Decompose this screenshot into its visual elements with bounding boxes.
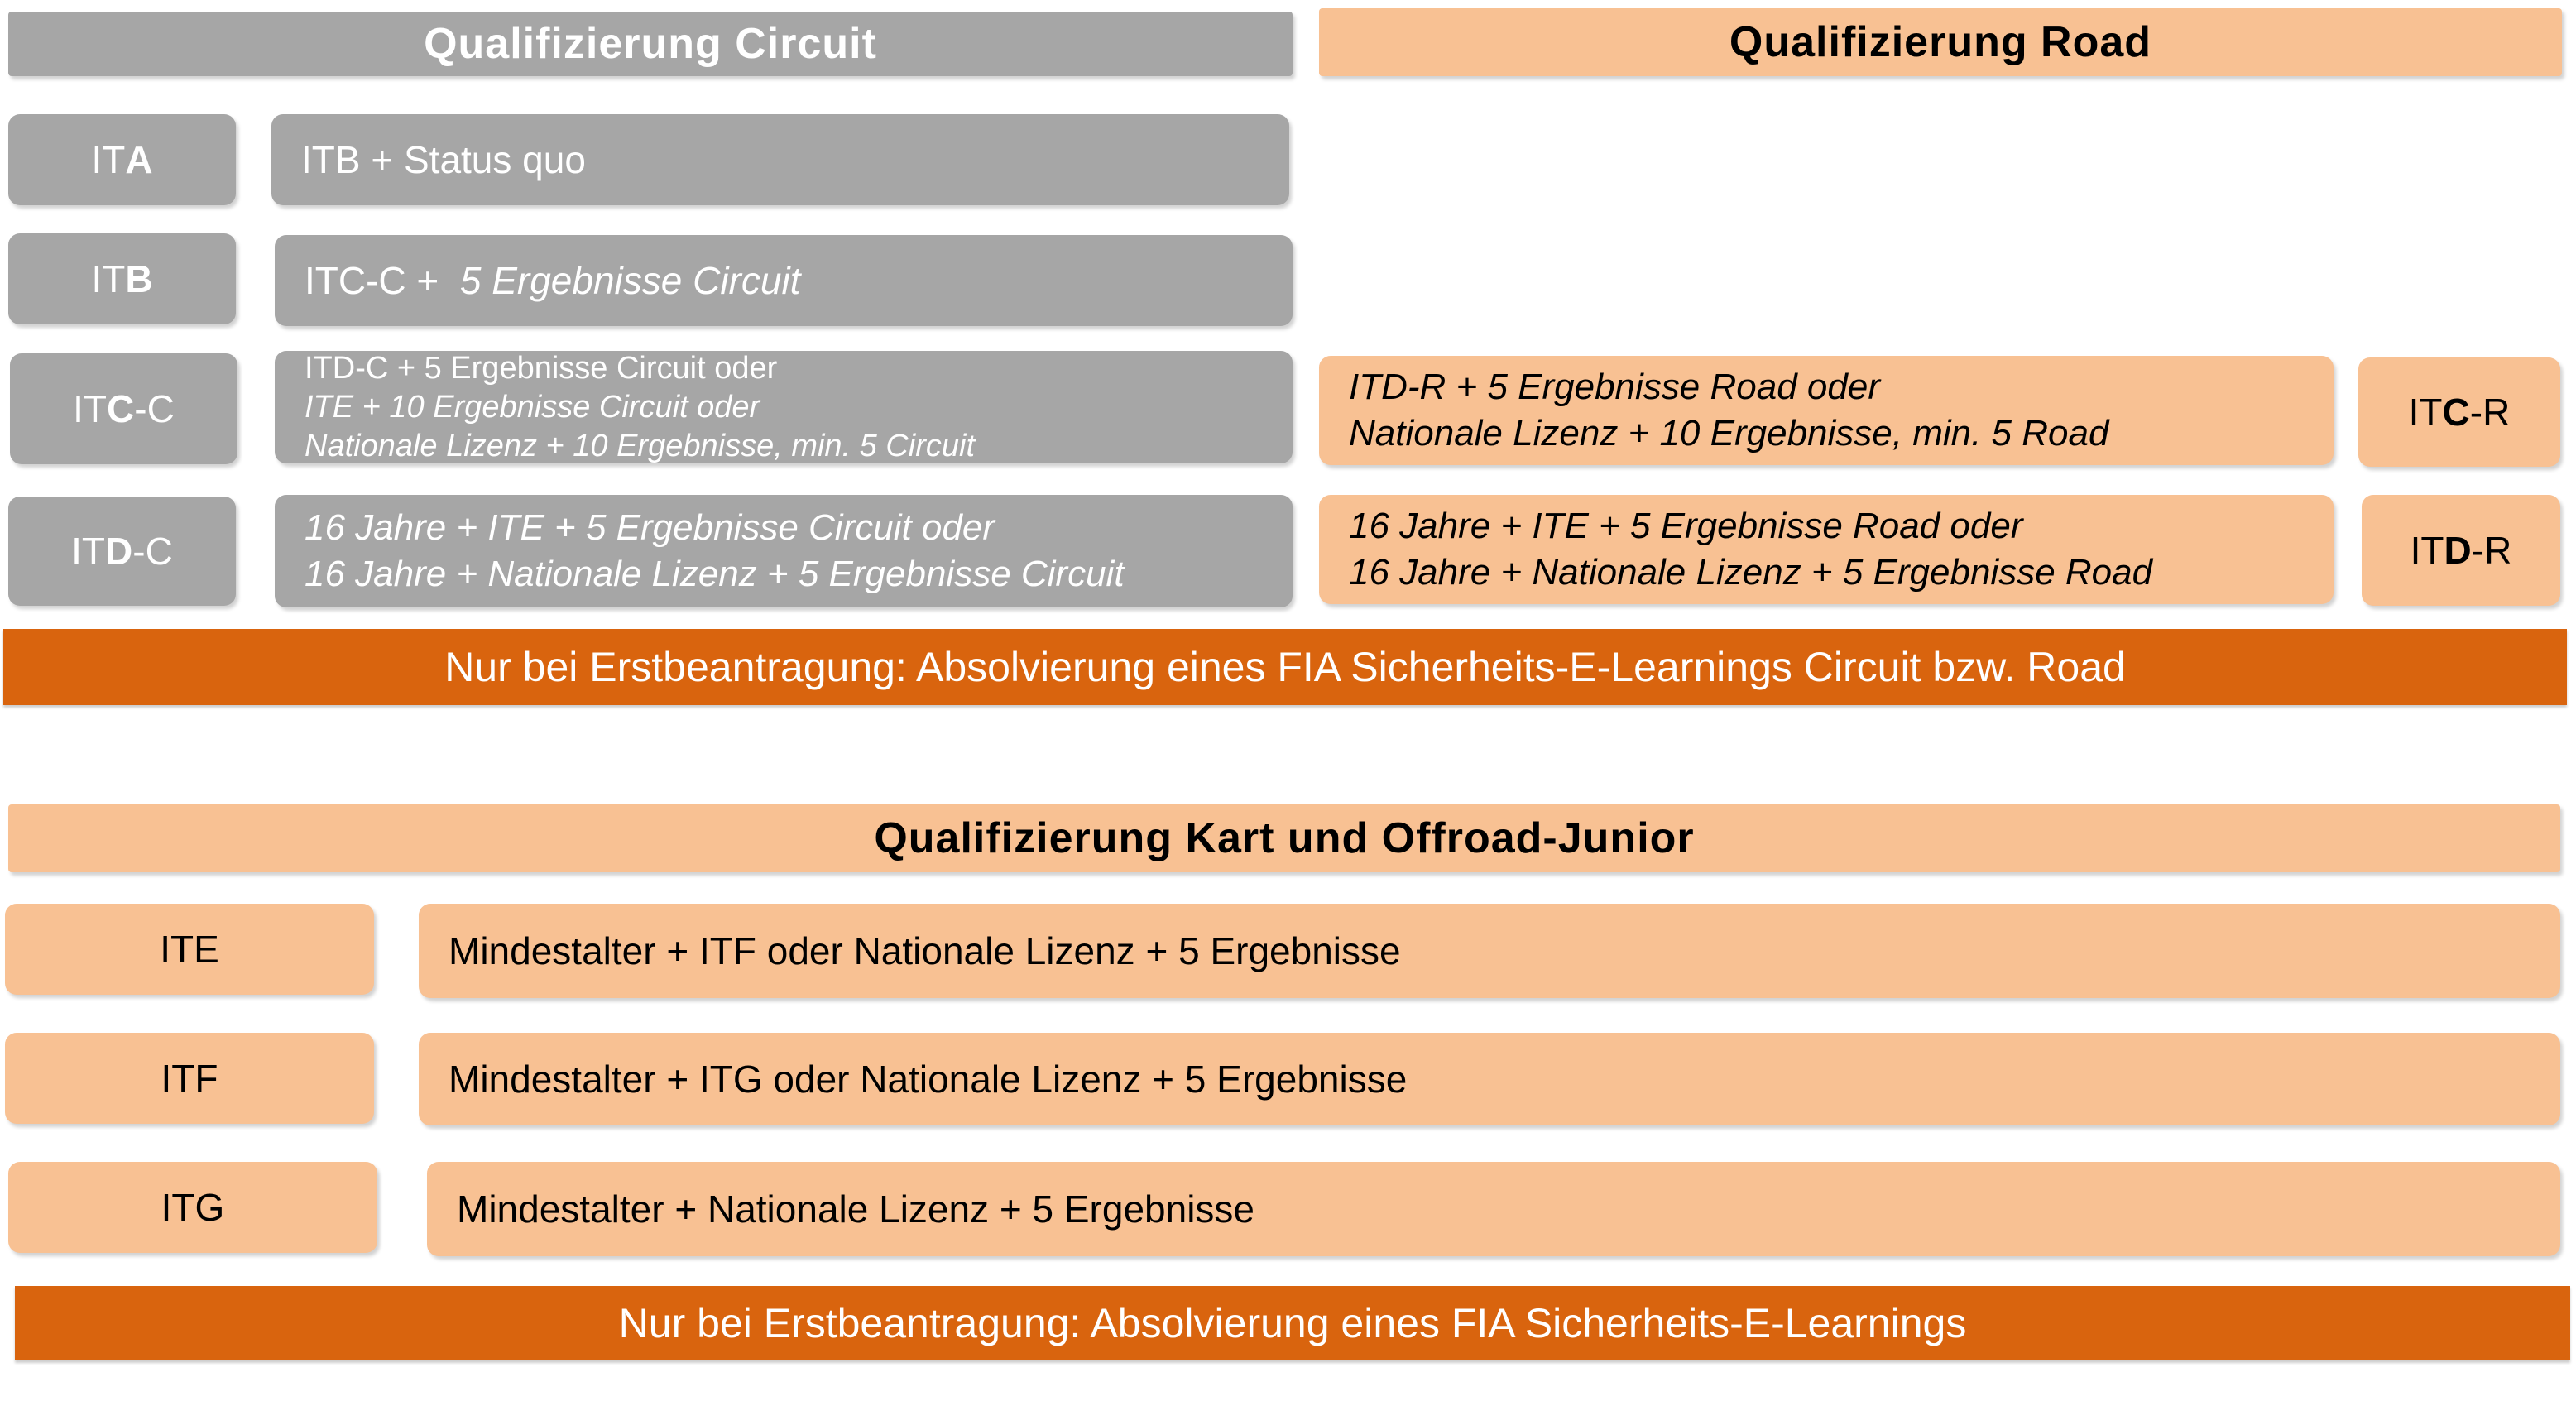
road-header bbox=[1319, 8, 2562, 76]
requirement-itg bbox=[427, 1162, 2560, 1256]
label-itg-text: ITG bbox=[161, 1186, 225, 1229]
requirement-itf bbox=[419, 1033, 2560, 1125]
requirement-itg-text: Mindestalter + Nationale Lizenz + 5 Ergebnisse bbox=[457, 1188, 1255, 1231]
label-itc-c-suffix: -C bbox=[134, 387, 175, 430]
requirement-itc-r-lines bbox=[1349, 364, 2108, 457]
label-itc-r bbox=[2358, 357, 2560, 467]
road-header-title: Qualifizierung Road bbox=[1729, 18, 2152, 66]
requirement-itc-r bbox=[1319, 356, 2334, 465]
label-itc-r-bold: C bbox=[2442, 391, 2470, 434]
label-itd-r-bold: D bbox=[2444, 529, 2472, 572]
requirement-itc-c-line-1: ITD-C + 5 Ergebnisse Circuit oder bbox=[305, 350, 778, 386]
label-ite bbox=[5, 904, 374, 995]
requirement-itc-c-line-3: Nationale Lizenz + 10 Ergebnisse, min. 5 Circuit bbox=[305, 428, 976, 463]
label-itb-bold: B bbox=[125, 257, 153, 300]
banner-top bbox=[3, 629, 2567, 705]
label-itd-r bbox=[2362, 495, 2560, 606]
kart-header-title: Qualifizierung Kart und Offroad-Junior bbox=[874, 814, 1695, 862]
label-itc-c-prefix: IT bbox=[73, 387, 108, 430]
label-itb-prefix: IT bbox=[91, 257, 126, 300]
label-itf-text: ITF bbox=[161, 1057, 218, 1100]
requirement-itf-text: Mindestalter + ITG oder Nationale Lizenz + 5 Ergebnisse bbox=[449, 1058, 1408, 1101]
requirement-itd-c-lines bbox=[305, 505, 1125, 597]
requirement-itc-c bbox=[275, 351, 1293, 463]
label-itd-r-suffix: -R bbox=[2471, 529, 2512, 572]
label-itc-r-prefix: IT bbox=[2408, 391, 2443, 434]
banner-top-text: Nur bei Erstbeantragung: Absolvierung eines FIA Sicherheits-E-Learnings Circuit bzw. Road bbox=[444, 644, 2126, 690]
label-itd-c-bold: D bbox=[105, 530, 133, 573]
requirement-itd-r bbox=[1319, 495, 2334, 604]
requirement-ita-text: ITB + Status quo bbox=[301, 138, 586, 181]
label-itd-r-prefix: IT bbox=[2410, 529, 2444, 572]
requirement-ite bbox=[419, 904, 2560, 998]
circuit-header bbox=[8, 12, 1293, 76]
requirement-itd-c-line-2: 16 Jahre + Nationale Lizenz + 5 Ergebnisse Circuit bbox=[305, 554, 1125, 594]
requirement-itb-plain: ITC-C + bbox=[305, 259, 460, 302]
requirement-itd-r-line-2: 16 Jahre + Nationale Lizenz + 5 Ergebnisse Road bbox=[1349, 552, 2153, 593]
requirement-itb-italic: 5 Ergebnisse Circuit bbox=[459, 259, 801, 302]
label-itd-c bbox=[8, 497, 236, 606]
label-itd-c-prefix: IT bbox=[71, 530, 106, 573]
requirement-itd-r-line-1: 16 Jahre + ITE + 5 Ergebnisse Road oder bbox=[1349, 506, 2023, 546]
requirement-ite-text: Mindestalter + ITF oder Nationale Lizenz + 5 Ergebnisse bbox=[449, 929, 1401, 972]
label-ita bbox=[8, 114, 236, 205]
label-ita-bold: A bbox=[125, 138, 153, 181]
label-itg bbox=[8, 1162, 377, 1253]
label-ita-prefix: IT bbox=[91, 138, 126, 181]
requirement-ita bbox=[271, 114, 1289, 205]
label-itc-c-bold: C bbox=[107, 387, 135, 430]
requirement-itd-c bbox=[275, 495, 1293, 607]
banner-bottom bbox=[15, 1286, 2570, 1360]
requirement-itc-c-lines bbox=[305, 349, 975, 466]
requirement-itd-r-lines bbox=[1349, 503, 2152, 596]
requirement-itc-c-line-2: ITE + 10 Ergebnisse Circuit oder bbox=[305, 389, 760, 425]
label-itc-r-suffix: -R bbox=[2469, 391, 2511, 434]
circuit-header-title: Qualifizierung Circuit bbox=[424, 20, 877, 68]
requirement-itc-r-line-2: Nationale Lizenz + 10 Ergebnisse, min. 5 Road bbox=[1349, 413, 2109, 453]
requirement-itd-c-line-1: 16 Jahre + ITE + 5 Ergebnisse Circuit oder bbox=[305, 507, 995, 548]
label-itd-c-suffix: -C bbox=[132, 530, 173, 573]
banner-bottom-text: Nur bei Erstbeantragung: Absolvierung eines FIA Sicherheits-E-Learnings bbox=[618, 1300, 1967, 1346]
label-itc-c bbox=[10, 353, 237, 464]
kart-header bbox=[8, 804, 2560, 872]
label-ite-text: ITE bbox=[160, 928, 219, 971]
label-itf bbox=[5, 1033, 374, 1124]
label-itb bbox=[8, 233, 236, 324]
requirement-itb bbox=[275, 235, 1293, 326]
requirement-itc-r-line-1: ITD-R + 5 Ergebnisse Road oder bbox=[1349, 367, 1880, 407]
